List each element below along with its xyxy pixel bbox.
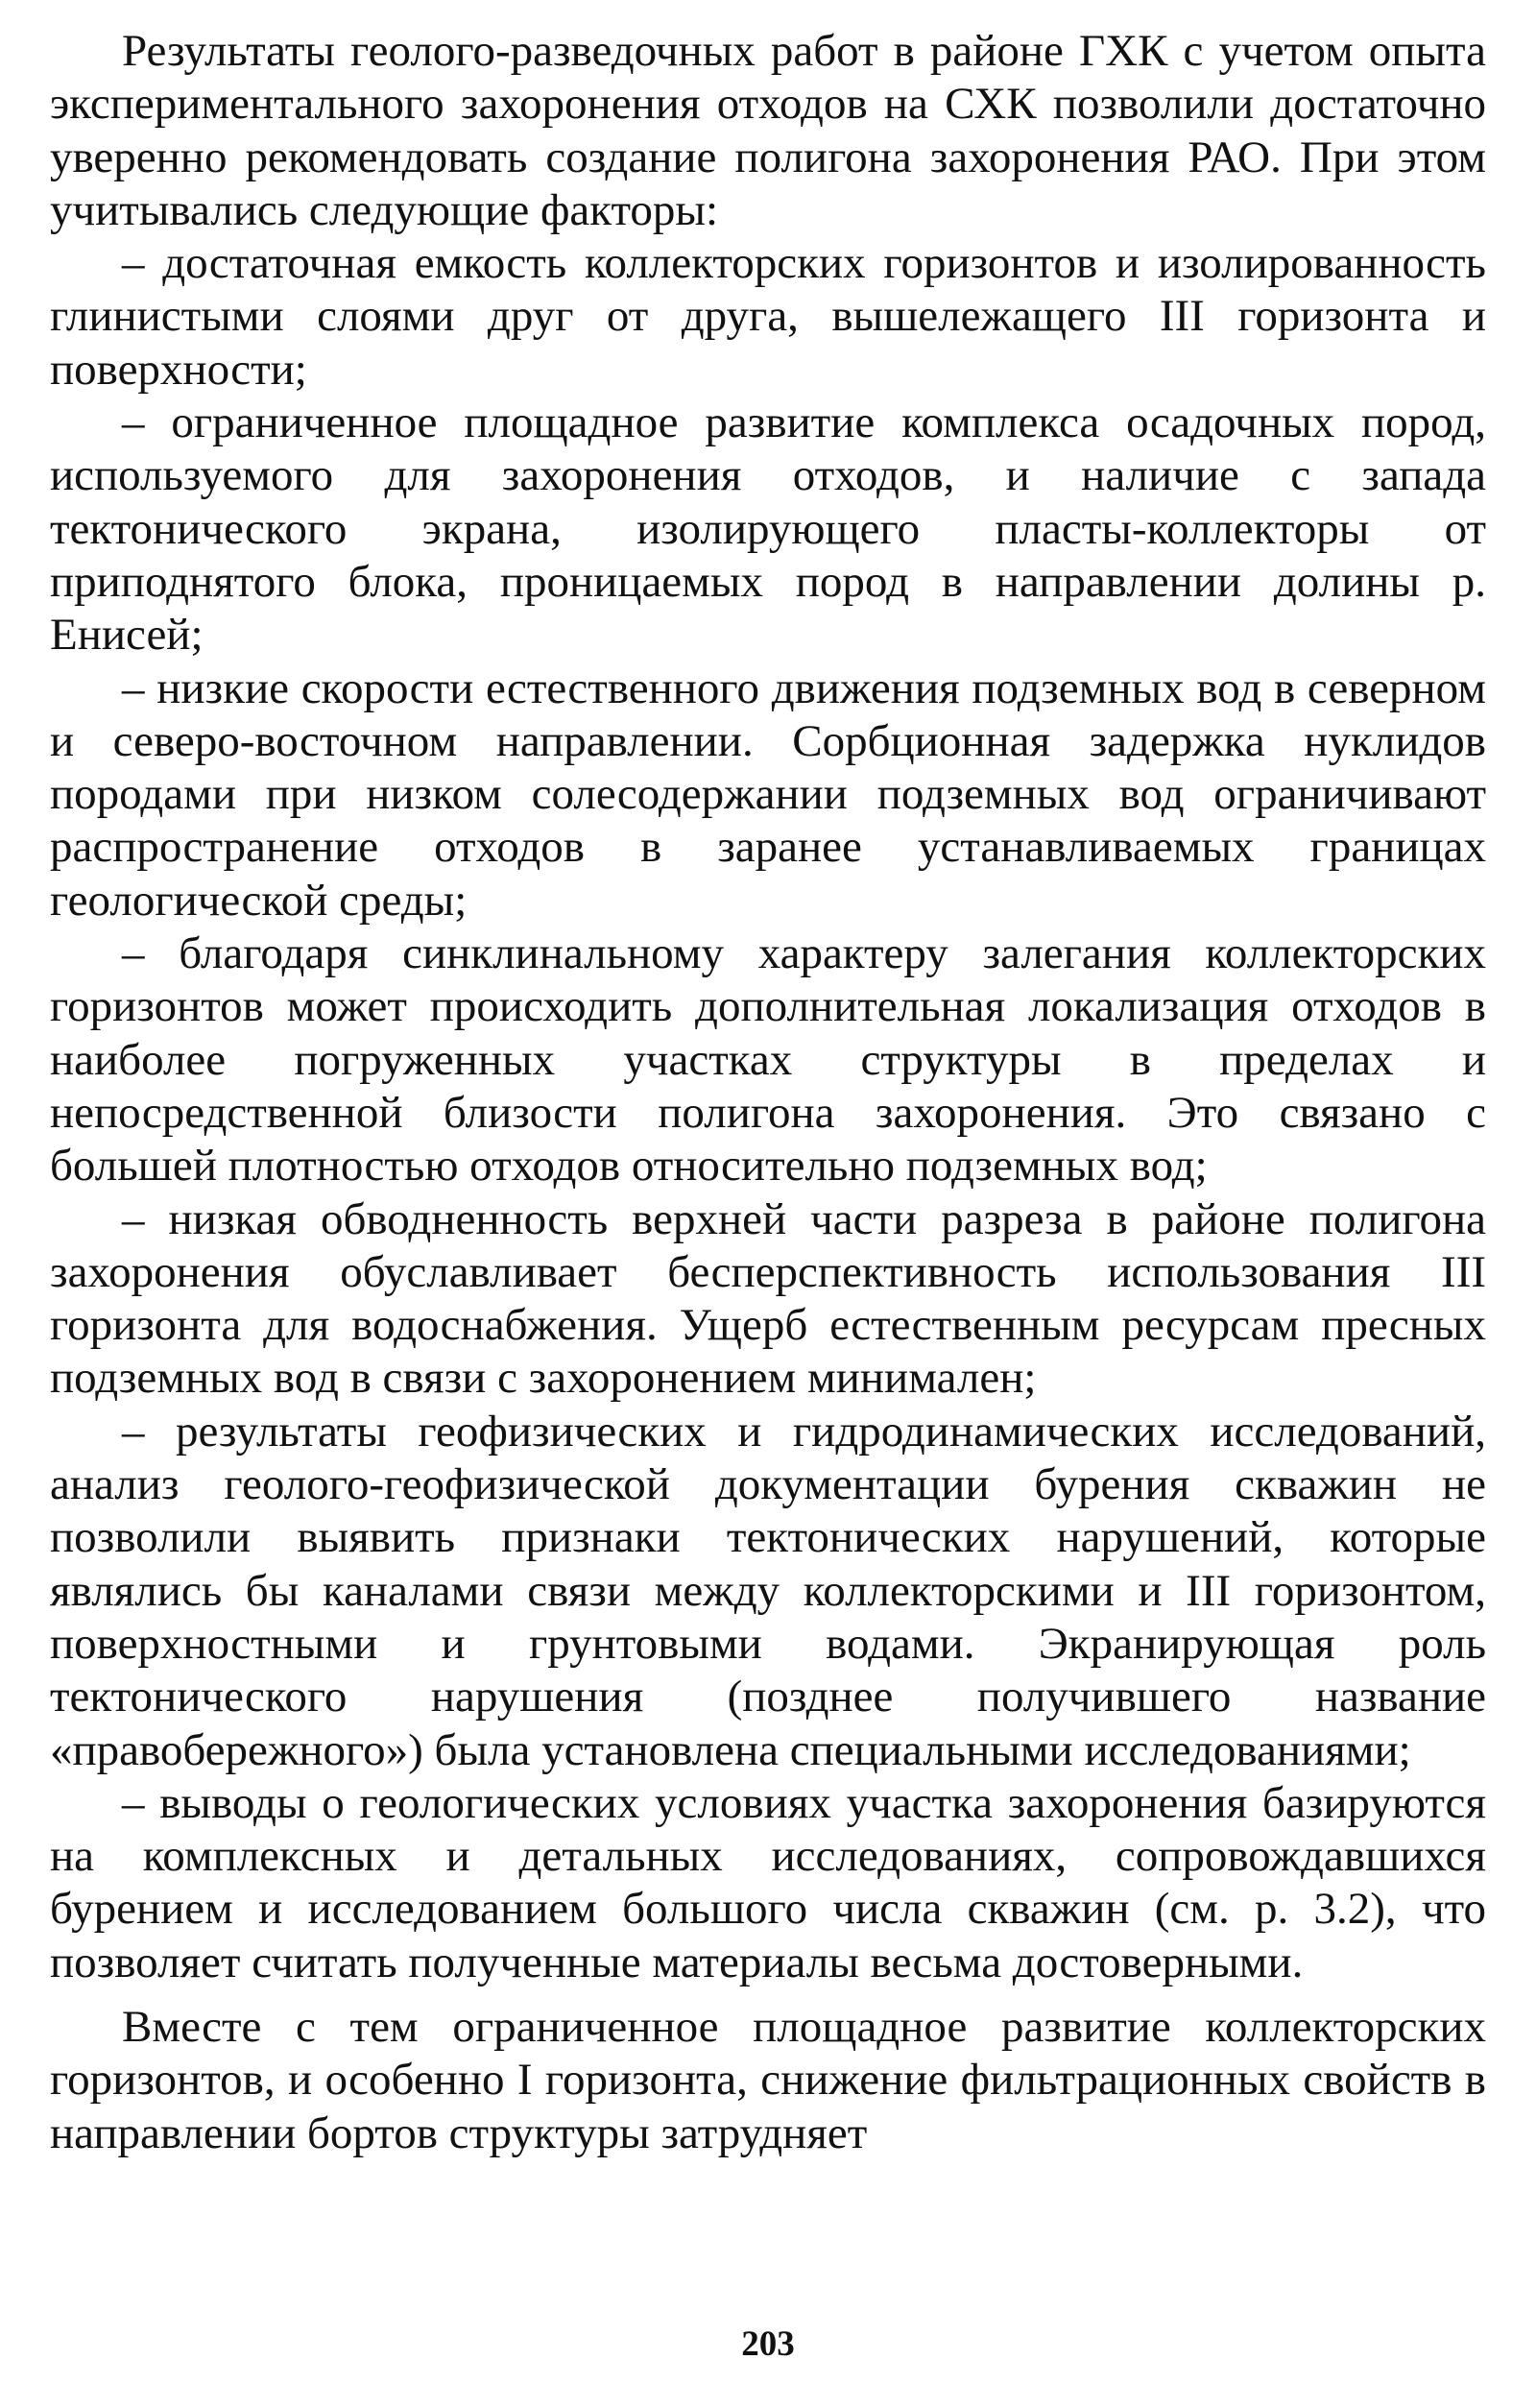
page-body: [50, 25, 1486, 2160]
factor-item: – ограниченное площадное развитие комплекса осадочных пород, используемого для захоронения отходов, и наличие с запада тектонического экрана, изолирующего пласты-коллекторы от приподнятого блока, проницаемых пород в направлении долины р. Енисей;: [50, 397, 1486, 661]
factor-item: – низкие скорости естественного движения подземных вод в северном и северо-восточном направлении. Сорбционная задержка нуклидов породами при низком солесодержании подземных вод ограничивают распространение отходов в заранее устанавливаемых границах геологической среды;: [50, 662, 1486, 926]
page-number: 203: [741, 2324, 795, 2364]
factor-item: – благодаря синклинальному характеру залегания коллекторских горизонтов может происходить дополнительная локализация отходов в наиболее погруженных участках структуры в пределах и непосредственной близости полигона захоронения. Это связано с большей плотностью отходов относительно подземных вод;: [50, 928, 1486, 1192]
closing-paragraph: Вместе с тем ограниченное площадное развитие коллекторских горизонтов, и особенно I горизонта, снижение фильтрационных свойств в направлении бортов структуры затрудняет: [50, 2001, 1486, 2158]
factor-item: – результаты геофизических и гидродинамических исследований, анализ геолого-геофизической документации бурения скважин не позволили выявить признаки тектонических нарушений, которые являлись бы каналами связи между коллекторскими и III горизонтом, поверхностными и грунтовыми водами. Экранирующая роль тектонического нарушения (позднее получившего название «правобережного») была установлена специальными исследованиями;: [50, 1406, 1486, 1775]
intro-paragraph: Результаты геолого-разведочных работ в районе ГХК с учетом опыта экспериментального захоронения отходов на СХК позволили достаточно уверенно рекомендовать создание полигона захоронения РАО. При этом учитывались следующие факторы:: [50, 26, 1486, 235]
factor-item: – достаточная емкость коллекторских горизонтов и изолированность глинистыми слоями друг от друга, вышележащего III горизонта и поверхности;: [50, 238, 1486, 395]
factor-item: – низкая обводненность верхней части разреза в районе полигона захоронения обуславливает бесперспективность использования III горизонта для водоснабжения. Ущерб естественным ресурсам пресных подземных вод в связи с захоронением минимален;: [50, 1193, 1486, 1404]
factor-item: – выводы о геологических условиях участка захоронения базируются на комплексных и детальных исследованиях, сопровождавшихся бурением и исследованием большого числа скважин (см. р. 3.2), что позволяет считать полученные материалы весьма достоверными.: [50, 1777, 1486, 1987]
